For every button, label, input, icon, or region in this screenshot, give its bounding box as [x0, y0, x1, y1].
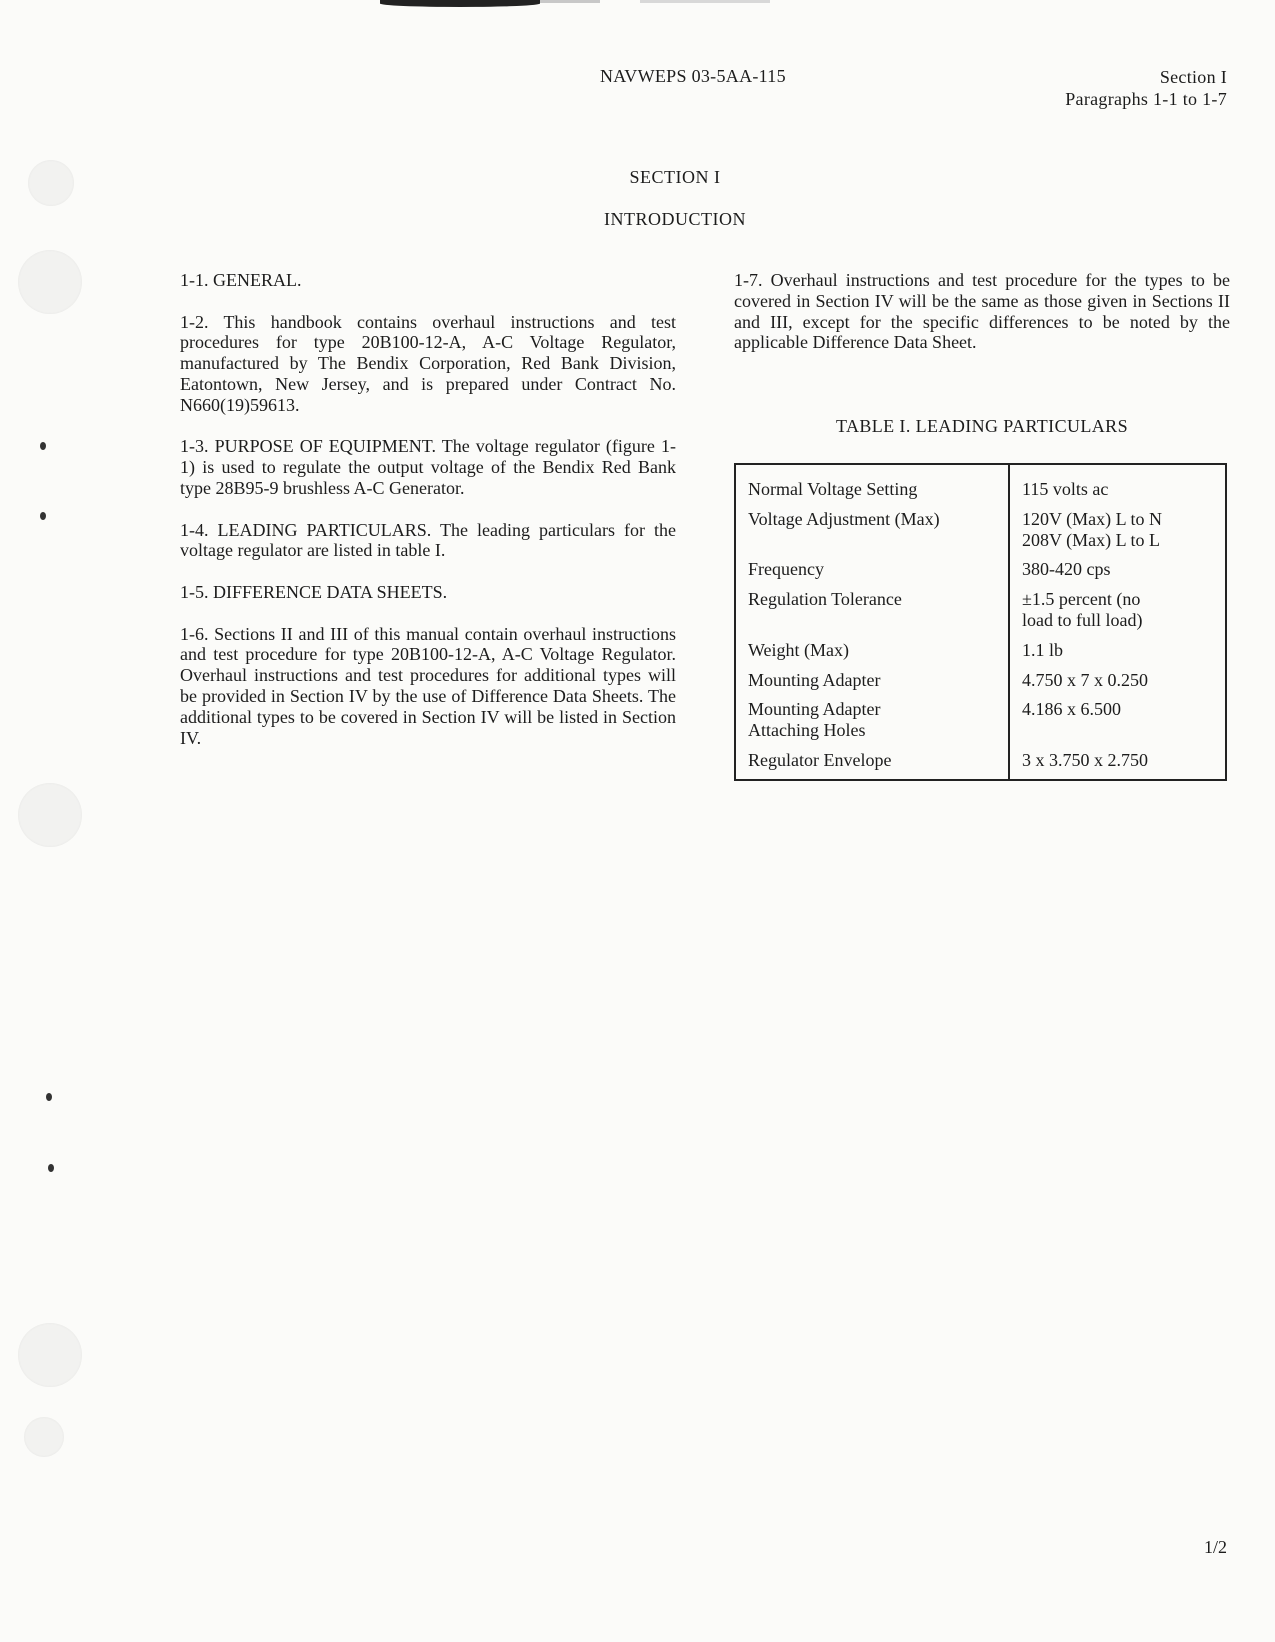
table-cell-label: Voltage Adjustment (Max) [735, 502, 1009, 553]
scan-speck [46, 1093, 52, 1101]
table-cell-value: 4.750 x 7 x 0.250 [1022, 669, 1148, 690]
table-cell-value: ±1.5 percent (no load to full load) [1022, 589, 1143, 630]
table-cell-value: 115 volts ac [1022, 479, 1109, 499]
table-cell-label: Mounting Adapter Attaching Holes [735, 692, 1009, 743]
section-subtitle: INTRODUCTION [604, 209, 746, 229]
table-cell-value: 120V (Max) L to N 208V (Max) L to L [1022, 508, 1162, 550]
table-row [735, 633, 1226, 663]
table-row [735, 502, 1226, 553]
punch-hole [18, 1323, 82, 1387]
punch-hole [18, 783, 82, 847]
paragraph-1-4: 1-4. LEADING PARTICULARS. The leading particulars for the voltage regulator are listed in table I. [180, 519, 676, 561]
page-number: 1/2 [1203, 1537, 1227, 1557]
section-label: Section I [1159, 67, 1227, 87]
document-number: NAVWEPS 03-5AA-115 [600, 66, 786, 86]
table-cell-label: Frequency [735, 552, 1009, 582]
table-row [735, 552, 1226, 582]
section-title: SECTION I [629, 167, 721, 187]
section-reference [1065, 66, 1227, 110]
table-row [735, 464, 1226, 502]
punch-hole [24, 1417, 64, 1457]
paragraph-1-2: 1-2. This handbook contains overhaul instructions and test procedures for type 20B100-12-A, A-C Voltage Regulator, manufactured by The Bendix Corporation, Red Bank Division, Eatontown, New Jersey, and is prepared under Contract No. N660(19)59613. [180, 311, 676, 415]
table-cell-label: Regulator Envelope [735, 743, 1009, 780]
scan-speck [40, 442, 46, 450]
punch-hole [18, 250, 82, 314]
scan-smudge [540, 0, 600, 3]
table-title: TABLE I. LEADING PARTICULARS [835, 416, 1128, 436]
right-column [734, 270, 1230, 374]
left-column [180, 270, 676, 769]
table-cell-label: Regulation Tolerance [735, 582, 1009, 633]
scan-speck [40, 512, 46, 520]
paragraph-1-7: 1-7. Overhaul instructions and test procedure for the types to be covered in Section IV will be the same as those given in Sections II and III, except for the specific differences to be noted by the applicable Difference Data Sheet. [734, 270, 1230, 353]
paragraph-1-1: 1-1. GENERAL. [180, 270, 302, 290]
table-cell-value: 1.1 lb [1022, 639, 1064, 660]
table-cell-label: Mounting Adapter [735, 663, 1009, 693]
table-cell-value: 3 x 3.750 x 2.750 [1022, 749, 1148, 770]
leading-particulars-table [734, 463, 1227, 781]
paragraph-1-5: 1-5. DIFFERENCE DATA SHEETS. [180, 581, 448, 602]
table-cell-label: Weight (Max) [735, 633, 1009, 663]
scan-smudge [640, 0, 770, 3]
table-row [735, 582, 1226, 633]
table-row [735, 743, 1226, 780]
table-cell-value: 4.186 x 6.500 [1022, 699, 1121, 720]
paragraph-1-3: 1-3. PURPOSE OF EQUIPMENT. The voltage regulator (figure 1-1) is used to regulate the output voltage of the Bendix Red Bank type 28B95-9 brushless A-C Generator. [180, 436, 676, 498]
scan-speck [48, 1164, 54, 1172]
paragraphs-label: Paragraphs 1-1 to 1-7 [1065, 89, 1227, 109]
table-row [735, 663, 1226, 693]
table-cell-label: Normal Voltage Setting [735, 464, 1009, 502]
scan-smudge [380, 0, 540, 7]
table-cell-value: 380-420 cps [1022, 559, 1111, 580]
paragraph-1-6: 1-6. Sections II and III of this manual contain overhaul instructions and test procedure for type 20B100-12-A, A-C Voltage Regulator. Overhaul instructions and test procedures for additional types will be provided in Section IV by the use of Difference Data Sheets. The additional types to be covered in Section IV will be listed in Section IV. [180, 623, 676, 748]
table-row [735, 692, 1226, 743]
